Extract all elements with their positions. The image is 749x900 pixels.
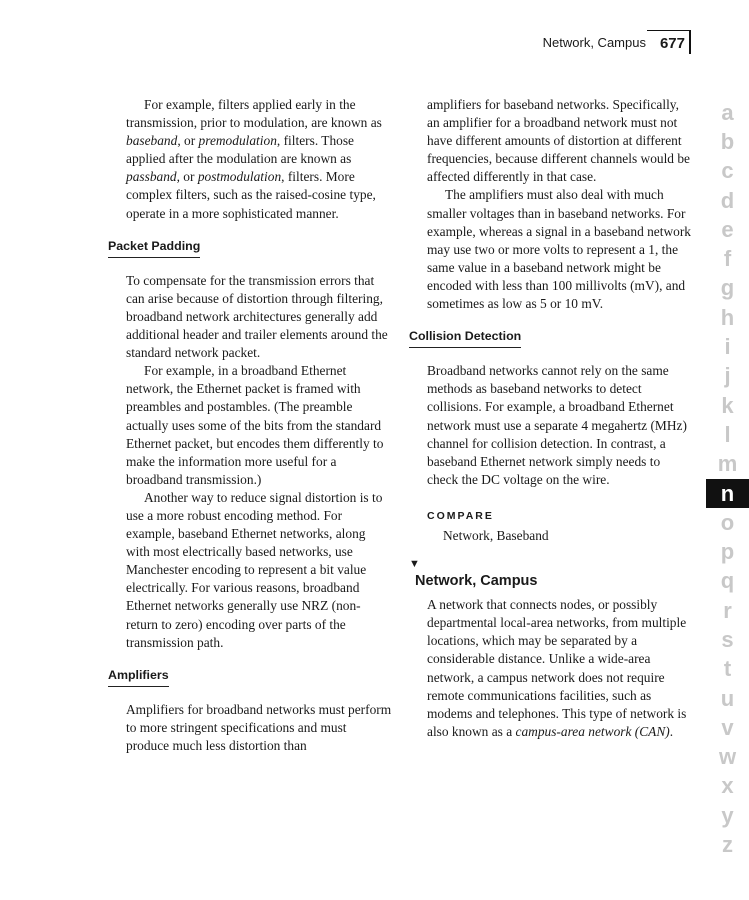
thumb-index-letter-p: p [720, 539, 735, 565]
heading-packet-padding: Packet Padding [108, 237, 200, 258]
thumb-index-letter-u: u [720, 685, 735, 711]
thumb-index-letter-a: a [721, 99, 734, 125]
alphabet-thumb-index [706, 98, 749, 860]
thumb-index-letter-t: t [723, 656, 732, 682]
compare-label: COMPARE [427, 509, 494, 522]
page-header [543, 28, 691, 56]
paragraph-collision-detection: Broadband networks cannot rely on the same methods as baseband networks to detect collisions. For example, a broadband Ethernet network must use a separate 4 megahertz (MHz) channel for collision detection. In contrast, a baseband Ethernet network simply needs to check the DC voltage on the wire. [427, 363, 687, 487]
compare-link[interactable]: Network, Baseband [443, 527, 549, 543]
thumb-index-letter-w: w [718, 744, 737, 770]
thumb-index-letter-l: l [724, 421, 731, 447]
thumb-index-letter-j: j [724, 363, 731, 389]
thumb-index-letter-d: d [720, 187, 735, 213]
paragraph-amplifiers-cont: amplifiers for baseband networks. Specifically, an amplifier for a broadband network must not have different amounts of distortion at different frequencies, because different channels would be affected differently in that case. [427, 97, 690, 185]
thumb-index-letter-n: n [706, 479, 749, 508]
thumb-index-letter-x: x [721, 773, 734, 799]
thumb-index-letter-s: s [721, 626, 734, 652]
thumb-index-letter-r: r [723, 597, 732, 623]
thumb-index-letter-f: f [723, 246, 732, 272]
thumb-index-letter-c: c [721, 158, 734, 184]
paragraph-packet-padding-1: To compensate for the transmission errors that can arise because of distortion through filtering, broadband network architectures generally add additional header and trailer elements around the standard network packet. [126, 272, 388, 361]
thumb-index-letter-z: z [722, 832, 733, 858]
thumb-index-letter-o: o [720, 509, 735, 535]
paragraph-packet-padding-2: For example, in a broadband Ethernet network, the Ethernet packet is framed with preambles and postambles. (The preamble actually uses some of the bits from the standard Ethernet packet, but encodes them differently to make the information more useful for a broadband transmission.) [126, 363, 384, 487]
thumb-index-letter-e: e [721, 216, 734, 242]
thumb-index-letter-v: v [721, 714, 734, 740]
paragraph-amplifiers-2: The amplifiers must also deal with much smaller voltages than in baseband networks. For example, whereas a signal in a baseband network may use two or more volts to represent a 1, the same value in a baseband network might be encoded with less than 100 millivolts (mV), and sometimes as low as 5 or 10 mV. [427, 187, 691, 312]
heading-amplifiers: Amplifiers [108, 666, 169, 687]
left-column [108, 96, 392, 755]
entry-definition: A network that connects nodes, or possibly departmental local-area networks, from multiple locations, which may be separated by a considerable distance. Unlike a wide-area network, a campus network does not require remote communications facilities, such as modems and telephones. This type of network is also known as a campus-area network (CAN). [427, 597, 687, 739]
page-number: 677 [659, 35, 685, 52]
paragraph-packet-padding-3: Another way to reduce signal distortion is to use a more robust encoding method. For example, baseband Ethernet networks, along with most electrically based networks, use Manchester encoding to represent a bit value electrically. For various reasons, broadband Ethernet networks generally use NRZ (non-return to zero) encoding over parts of the transmission path. [126, 489, 383, 650]
thumb-index-letter-b: b [720, 128, 735, 154]
thumb-index-letter-h: h [720, 304, 735, 330]
thumb-index-letter-y: y [721, 802, 734, 828]
thumb-index-letter-g: g [720, 275, 735, 301]
entry-triangle-icon: ▼ [409, 558, 420, 571]
right-column [409, 96, 691, 741]
thumb-index-letter-q: q [720, 568, 735, 594]
paragraph-filters: For example, filters applied early in the transmission, prior to modulation, are known as baseband, or premodulation, filters. Those applied after the modulation are known as passband, or postmodulation, filters. More complex filters, such as the raised-cosine type, operate in a more sophisticated manner. [126, 97, 382, 221]
entry-title: Network, Campus [415, 573, 538, 590]
thumb-index-letter-m: m [717, 451, 738, 477]
running-head: Network, Campus [542, 35, 646, 50]
paragraph-amplifiers-1: Amplifiers for broadband networks must perform to more stringent specifications and must produce much less distortion than [126, 701, 392, 753]
heading-collision-detection: Collision Detection [409, 327, 521, 348]
thumb-index-letter-i: i [724, 334, 731, 360]
thumb-index-letter-k: k [721, 392, 734, 418]
